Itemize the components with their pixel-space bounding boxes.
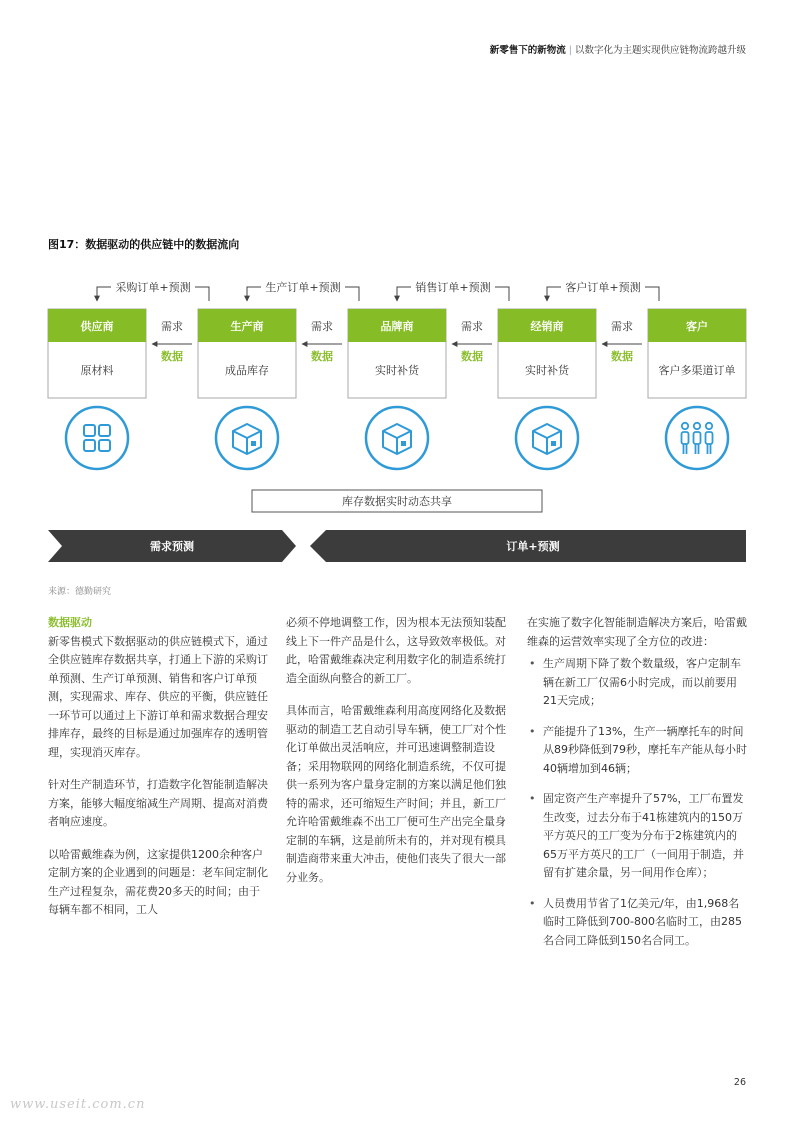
paragraph: 必须不停地调整工作，因为根本无法预知装配线上下一件产品是什么，这导致效率极低。对此，哈雷戴维森决定利用数字化的制造系统打造全面纵向整合的新工厂。 — [286, 616, 506, 685]
figure-source: 来源：德勤研究 — [48, 587, 112, 597]
paragraph: 新零售模式下数据驱动的供应链模式下，通过全供应链库存数据共享，打通上下游的采购订单预测、生产订单预测、销售和客户订单预测，实现需求、库存、供应的平衡，供应链任一环节可以通过上下游订单和需求数据合理安排库存，最终的目标是通过加强库存的透明管理，实现消灭库存。 — [48, 634, 268, 759]
paragraph: 在实施了数字化智能制造解决方案后，哈雷戴维森的运营效率实现了全方位的改进： — [527, 616, 747, 648]
box-icon-label — [251, 441, 256, 446]
text-column-1 — [48, 614, 270, 934]
demand-label: 需求 — [461, 320, 483, 333]
section-title: 数据驱动 — [48, 616, 92, 629]
icon-circle — [66, 407, 128, 469]
text-column-2 — [286, 614, 508, 901]
node-desc: 成品库存 — [225, 364, 269, 377]
list-item — [527, 723, 749, 779]
demand-label: 需求 — [161, 320, 183, 333]
list-item-text: 固定资产生产率提升了57%，工厂布置发生改变，过去分布于41栋建筑内的150万平方英尺的工厂变为分布于2栋建筑内的65万平方英尺的工厂（一间用于制造，并留有扩建余量，另一间用作仓库）； — [543, 792, 744, 879]
list-item — [527, 790, 749, 883]
order-arrow-label: 客户订单+预测 — [565, 281, 641, 294]
page-number: 26 — [733, 1077, 746, 1088]
node-name: 供应商 — [80, 320, 114, 333]
text-column-3 — [527, 614, 749, 962]
node-desc: 实时补货 — [375, 364, 419, 377]
list-item-text: 产能提升了13%，生产一辆摩托车的时间从89秒降低到79秒，摩托车产能从每小时40辆增加到46辆； — [543, 724, 747, 775]
demand-forecast-label: 需求预测 — [150, 540, 194, 553]
paragraph: 以哈雷戴维森为例，这家提供1200余种客户定制方案的企业遇到的问题是：老车间定制化生产过程复杂，需花费20多天的时间；由于每辆车都不相同，工人 — [48, 847, 268, 916]
node-name: 品牌商 — [380, 320, 414, 333]
order-arrow-label: 销售订单+预测 — [415, 281, 491, 294]
order-arrow-label: 生产订单+预测 — [265, 281, 341, 294]
demand-label: 需求 — [611, 320, 633, 333]
node-desc: 实时补货 — [525, 364, 569, 377]
list-item — [527, 895, 749, 951]
paragraph: 针对生产制造环节，打造数字化智能制造解决方案，能够大幅度缩减生产周期、提高对消费者响应速度。 — [48, 778, 268, 828]
bullet-marker: • — [529, 724, 536, 738]
list-item — [527, 655, 749, 711]
icon-circle — [666, 407, 728, 469]
header-title: 新零售下的新物流 — [489, 45, 566, 56]
node-desc: 客户多渠道订单 — [658, 364, 736, 377]
data-label: 数据 — [311, 350, 333, 363]
data-label: 数据 — [461, 350, 483, 363]
shared-data-label: 库存数据实时动态共享 — [342, 495, 452, 508]
list-item-text: 人员费用节省了1亿美元/年，由1,968名临时工降低到700-800名临时工，由285名合同工降低到150名合同工。 — [543, 896, 742, 947]
paragraph: 具体而言，哈雷戴维森利用高度网络化及数据驱动的制造工艺自动引导车辆，使工厂对个性化订单做出灵活响应，并可迅速调整制造设备；采用物联网的网络化制造系统，不仅可提供一系列为客户量身定制的方案以满足他们独特的需求，还可缩短生产时间；并且，新工厂允许哈雷戴维森不出工厂便可生产出完全量身定制的车辆，这是前所未有的，并对现有模具制造商带来重大冲击，使他们丧失了很大一部分业务。 — [286, 704, 506, 884]
bullet-marker: • — [529, 657, 536, 670]
box-icon-label — [401, 441, 406, 446]
node-name: 生产商 — [230, 320, 264, 333]
data-label: 数据 — [161, 350, 183, 363]
order-forecast-label: 订单+预测 — [506, 540, 560, 553]
list-item-text: 生产周期下降了数个数量级，客户定制车辆在新工厂仅需6小时完成，而以前要用21天完成； — [543, 657, 741, 707]
demand-label: 需求 — [311, 320, 333, 333]
order-arrow-label: 采购订单+预测 — [115, 281, 191, 294]
figure-title: 图17：数据驱动的供应链中的数据流向 — [48, 238, 240, 251]
data-label: 数据 — [611, 350, 633, 363]
node-name: 经销商 — [530, 320, 564, 333]
watermark: www.useit.com.cn — [10, 1097, 146, 1112]
node-name: 客户 — [686, 320, 708, 333]
bullet-marker: • — [529, 896, 536, 910]
node-desc: 原材料 — [80, 364, 114, 377]
bullet-marker: • — [529, 792, 536, 805]
results-list — [527, 655, 749, 950]
header-subtitle: 以数字化为主题实现供应链物流跨越升级 — [574, 45, 746, 56]
header-separator: | — [568, 45, 572, 56]
box-icon-label — [551, 441, 556, 446]
